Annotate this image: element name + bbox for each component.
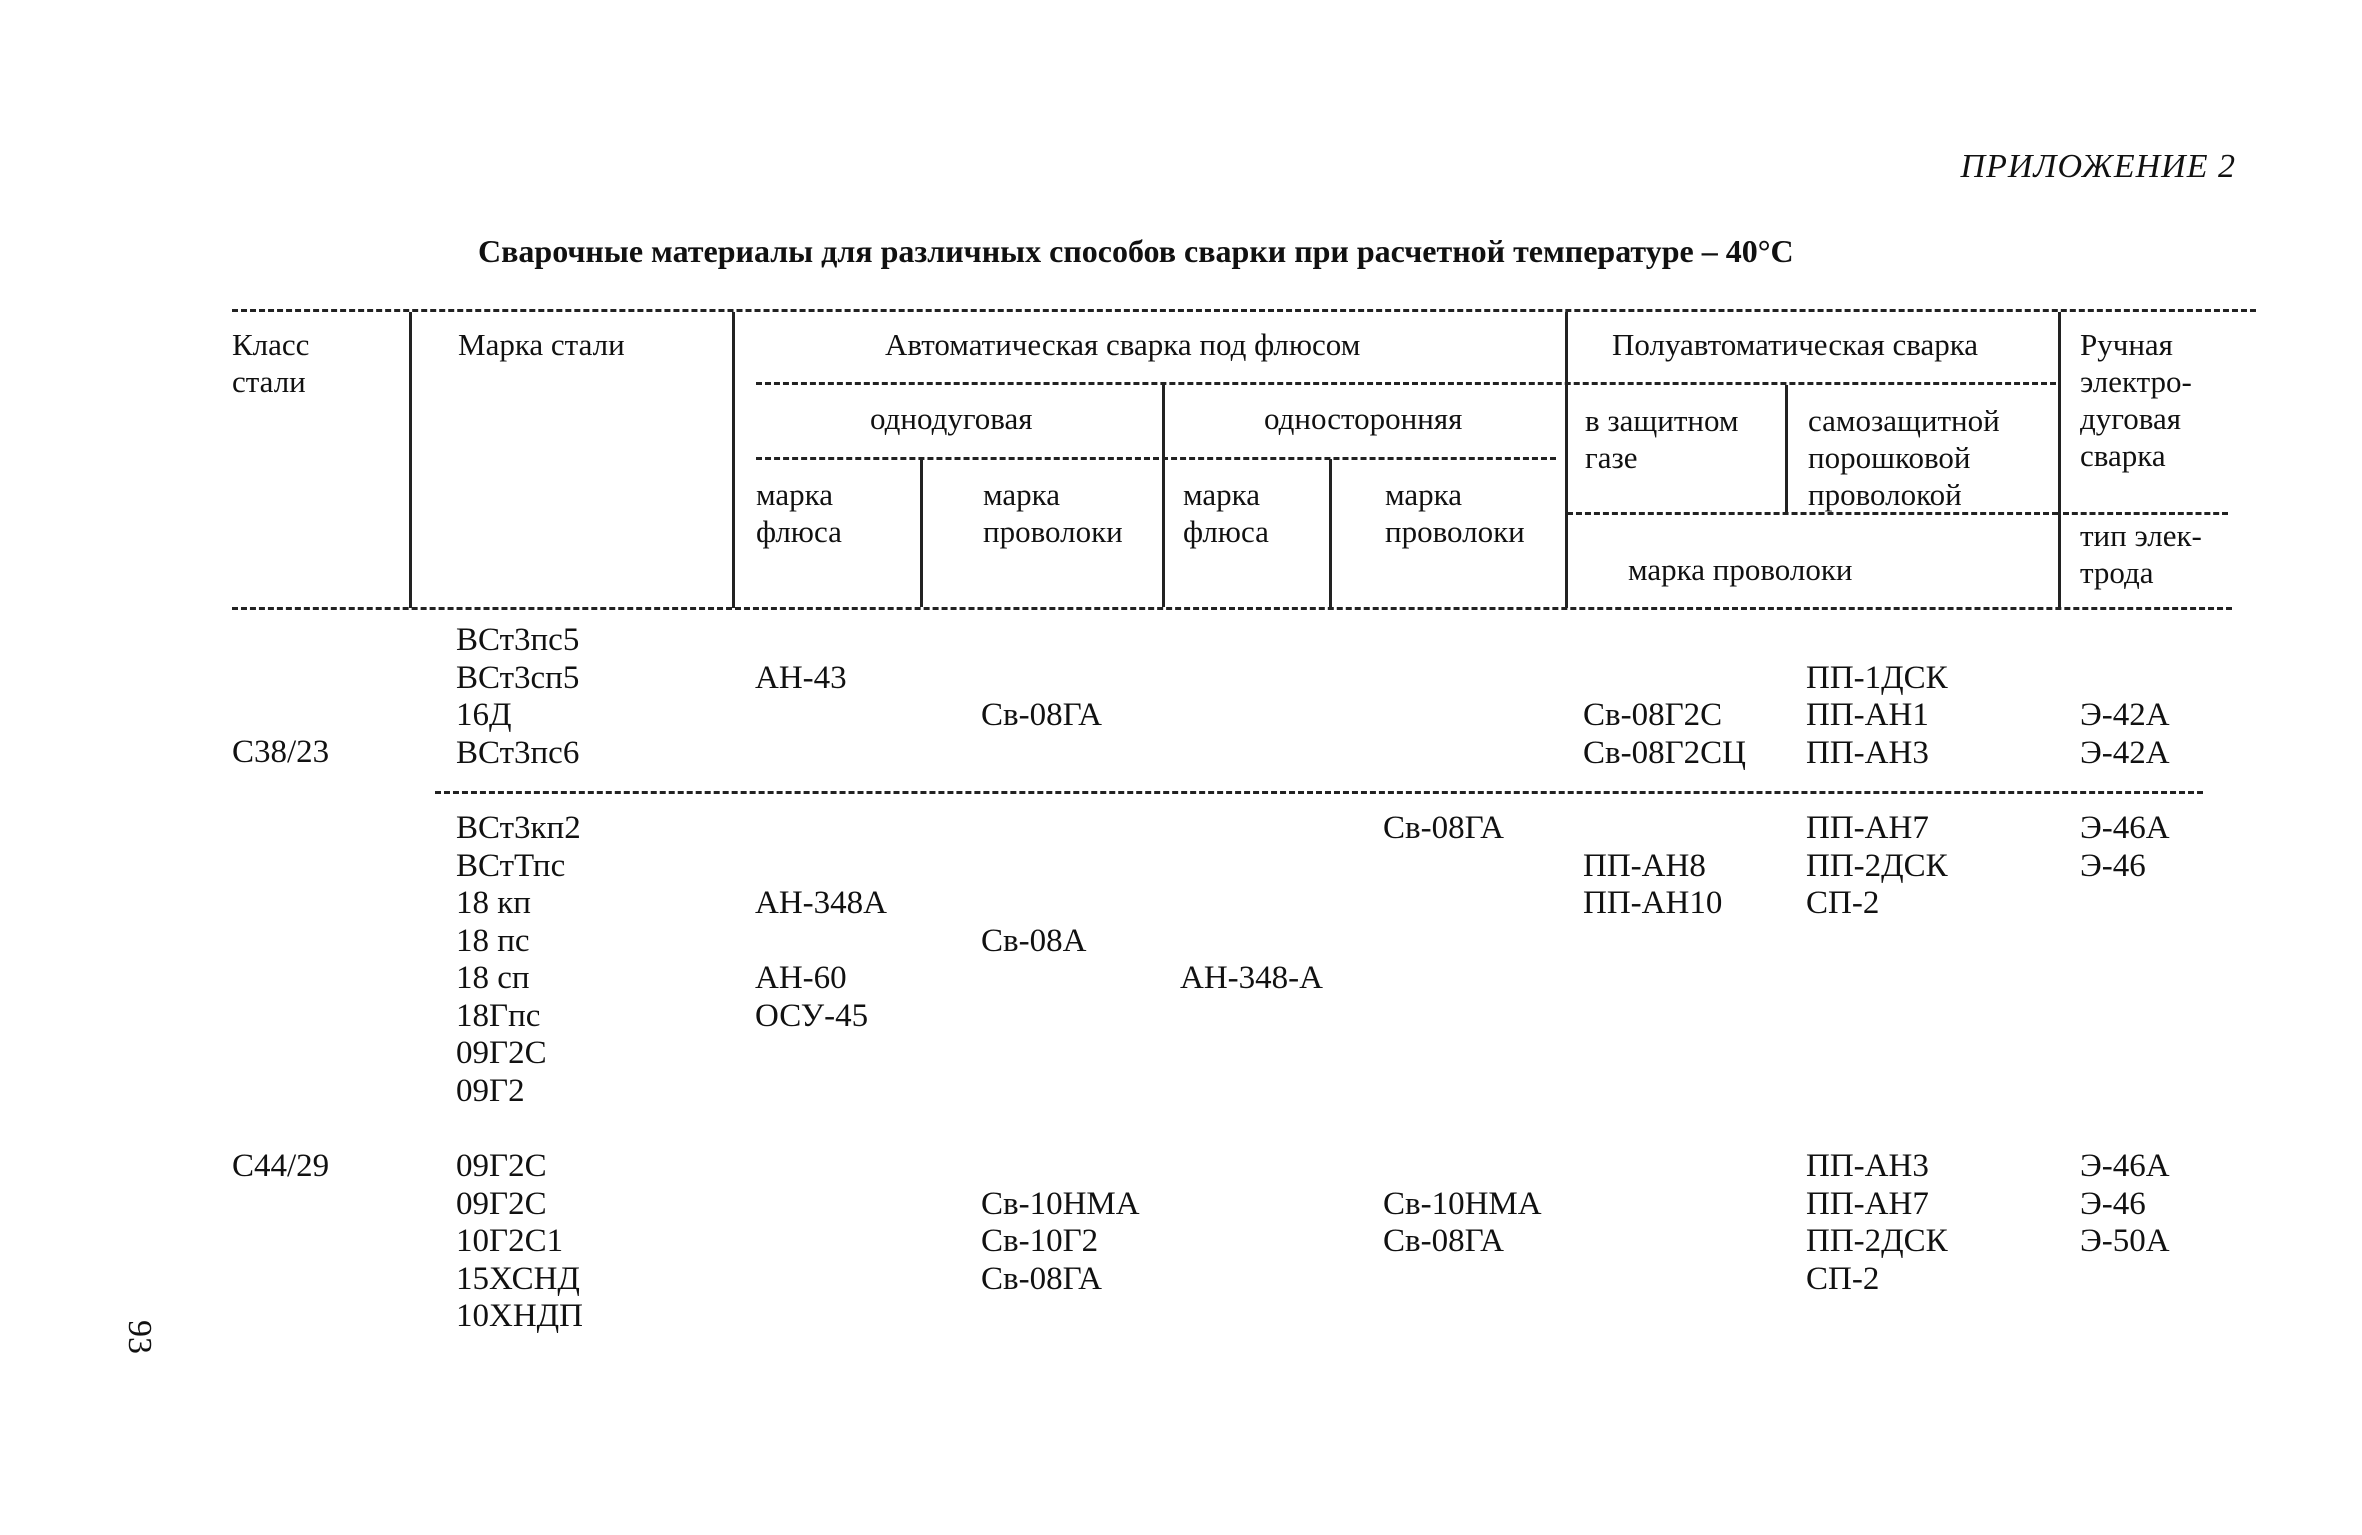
header-wire-grade-2: марка проволоки	[1385, 477, 1525, 549]
cell-wire1: Св-08ГА	[981, 697, 1102, 733]
cell-wire1: Св-08А	[981, 922, 1087, 959]
cell-electrode: Э-42А Э-42А	[2080, 697, 2170, 771]
vline-4	[1162, 385, 1165, 607]
appendix-label: ПРИЛОЖЕНИЕ 2	[1960, 148, 2236, 185]
header-one-sided: односторонняя	[1264, 401, 1463, 436]
vline-6	[1565, 312, 1568, 608]
vline-1	[409, 312, 412, 608]
header-wire-grade-1: марка проволоки	[983, 477, 1123, 549]
cell-selfshield: ПП-АН7 ПП-2ДСК СП-2	[1806, 810, 1948, 921]
document-title: Сварочные материалы для различных способов сварки при расчетной температуре – 40°С	[478, 233, 1794, 269]
cell-class: С38/23	[232, 734, 330, 770]
rule-auto-under	[756, 382, 2056, 385]
cell-wire1: Св-10НМА Св-10Г2 Св-08ГА	[981, 1185, 1140, 1297]
cell-flux2: АН-348-А	[1180, 960, 1323, 996]
header-auto-welding: Автоматическая сварка под флюсом	[885, 327, 1361, 362]
cell-wire2: Св-10НМА Св-08ГА	[1383, 1185, 1542, 1259]
cell-steel: ВСт3пс5 ВСт3сп5 16Д ВСт3пс6	[456, 622, 580, 771]
cell-selfshield: ПП-АН3 ПП-АН7 ПП-2ДСК СП-2	[1806, 1148, 1948, 1297]
header-flux-grade-2: марка флюса	[1183, 477, 1269, 549]
header-wire-grade-semi: марка проволоки	[1628, 552, 1853, 587]
header-manual: Ручная электро- дуговая сварка	[2080, 327, 2192, 473]
vline-2	[732, 312, 735, 608]
cell-selfshield: ПП-1ДСК ПП-АН1 ПП-АН3	[1806, 659, 1948, 771]
cell-wire2: Св-08ГА	[1383, 810, 1504, 846]
cell-class: С44/29	[232, 1148, 330, 1184]
rule-sub-under	[756, 457, 1556, 460]
rule-manual-under	[2063, 512, 2228, 515]
rule-header-bottom	[232, 607, 2232, 610]
rule-group-1	[435, 791, 2203, 794]
rule-top	[232, 309, 2256, 312]
vline-3	[920, 459, 923, 607]
header-single-arc: однодуговая	[870, 401, 1033, 436]
header-class-steel: Класс стали	[232, 327, 310, 399]
cell-steel: ВСт3кп2 ВСтТпс 18 кп 18 пс 18 сп 18Гпс 09Г2С 09Г2	[456, 810, 581, 1109]
header-semi-auto: Полуавтоматическая сварка	[1612, 327, 1979, 362]
header-steel-grade: Марка стали	[458, 327, 625, 362]
vline-8	[2058, 312, 2061, 608]
header-flux-grade-1: марка флюса	[756, 477, 842, 549]
header-self-shielded: самозащитной порошковой проволокой	[1808, 403, 2000, 512]
cell-gas: ПП-АН8 ПП-АН10	[1583, 847, 1723, 921]
header-electrode-type: тип элек- трода	[2080, 518, 2202, 590]
vline-5	[1329, 459, 1332, 607]
page-number: 93	[121, 1320, 158, 1354]
cell-steel: 09Г2С 09Г2С 10Г2С1 15ХСНД 10ХНДП	[456, 1148, 584, 1334]
cell-electrode: Э-46А Э-46 Э-50А	[2080, 1148, 2170, 1259]
cell-gas: Св-08Г2С Св-08Г2СЦ	[1583, 697, 1747, 771]
cell-flux1: АН-348А АН-60 ОСУ-45	[755, 885, 887, 1034]
header-shielding-gas: в защитном газе	[1585, 403, 1739, 475]
cell-electrode: Э-46А Э-46	[2080, 810, 2170, 884]
cell-flux1: АН-43	[755, 659, 847, 696]
vline-7	[1785, 385, 1788, 515]
